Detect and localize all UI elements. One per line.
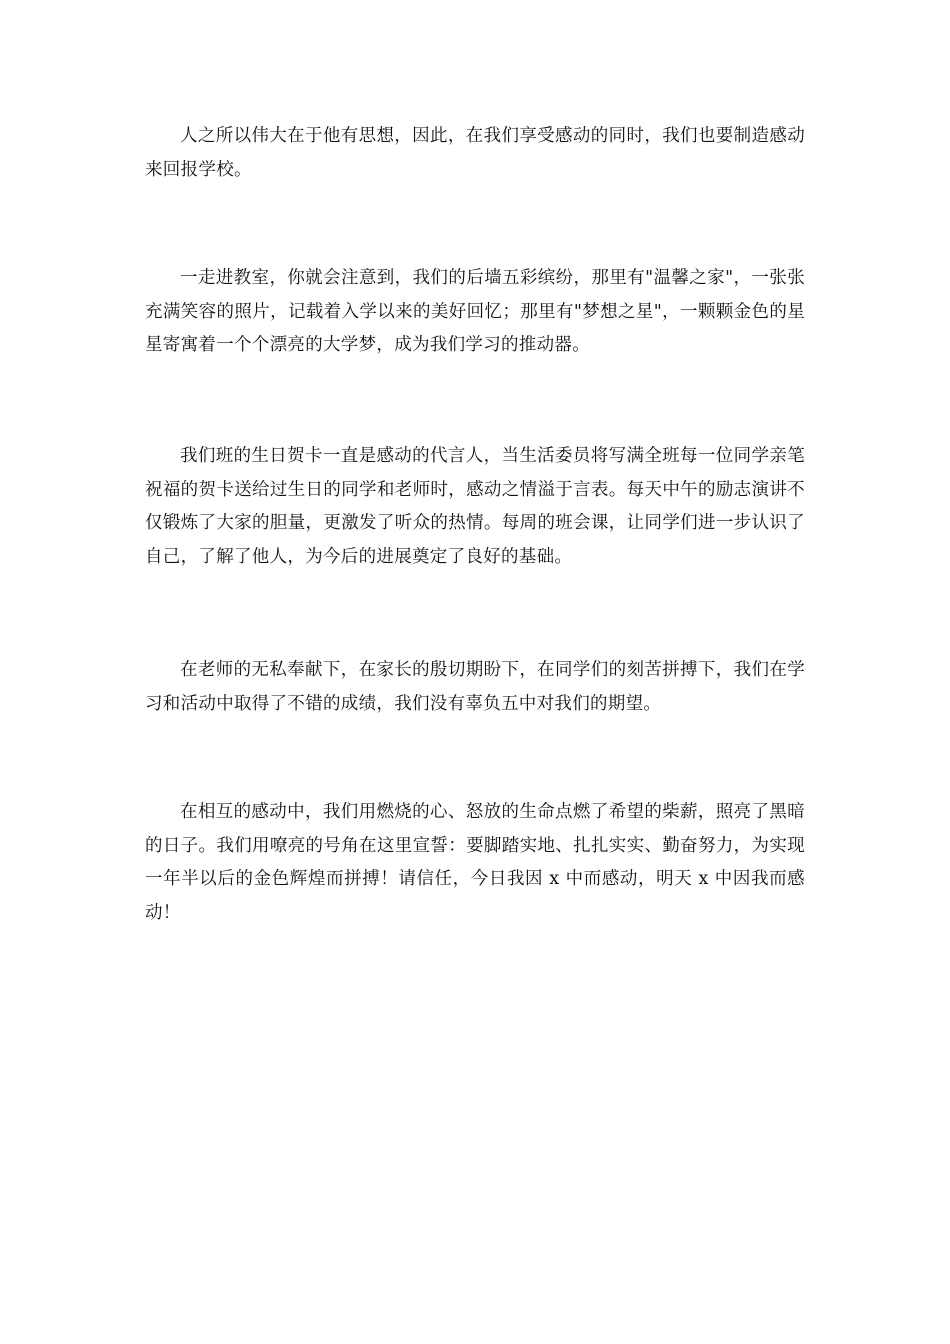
paragraph-5: 在相互的感动中，我们用燃烧的心、怒放的生命点燃了希望的柴薪，照亮了黑暗的日子。我们用嘹亮的号角在这里宣誓：要脚踏实地、扎扎实实、勤奋努力，为实现一年半以后的金色辉煌而拼搏！请信任，今日我因 x 中而感动，明天 x 中因我而感动！ [145,802,805,923]
paragraph-1: 人之所以伟大在于他有思想，因此，在我们享受感动的同时，我们也要制造感动来回报学校。 [145,126,805,180]
paragraph-3: 我们班的生日贺卡一直是感动的代言人，当生活委员将写满全班每一位同学亲笔祝福的贺卡送给过生日的同学和老师时，感动之情溢于言表。每天中午的励志演讲不仅锻炼了大家的胆量，更激发了听众的热情。每周的班会课，让同学们进一步认识了自己，了解了他人，为今后的进展奠定了良好的基础。 [145,446,805,567]
paragraph-2: 一走进教室，你就会注意到，我们的后墙五彩缤纷，那里有"温馨之家"，一张张充满笑容的照片，记载着入学以来的美好回忆；那里有"梦想之星"，一颗颗金色的星星寄寓着一个个漂亮的大学梦，成为我们学习的推动器。 [145,268,805,355]
paragraph-4: 在老师的无私奉献下，在家长的殷切期盼下，在同学们的刻苦拼搏下，我们在学习和活动中取得了不错的成绩，我们没有辜负五中对我们的期望。 [145,660,805,714]
